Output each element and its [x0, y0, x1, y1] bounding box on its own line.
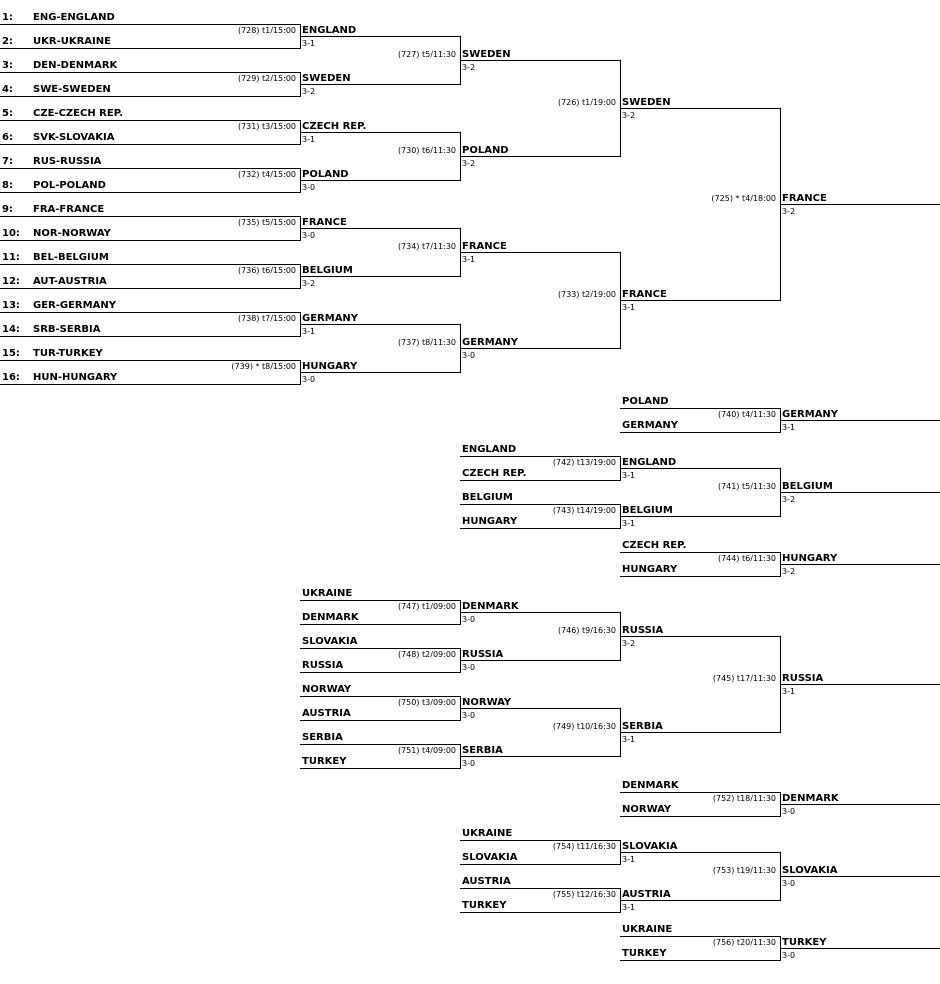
seed-team: HUN-HUNGARY [33, 372, 118, 383]
match-score: 3-0 [302, 375, 316, 384]
match-winner: BELGIUM [622, 505, 673, 516]
match-score: 3-1 [462, 255, 476, 264]
match-746 [558, 612, 780, 661]
match-score: 3-0 [302, 231, 316, 240]
match-winner: BELGIUM [302, 265, 353, 276]
match-winner: CZECH REP. [302, 121, 367, 132]
seed-team: CZE-CZECH REP. [33, 108, 124, 119]
match-738 [238, 312, 460, 337]
match-winner: SLOVAKIA [622, 841, 678, 852]
entrant-bottom: GERMANY [622, 420, 679, 431]
match-winner: RUSSIA [462, 649, 504, 660]
match-score: 3-2 [302, 87, 316, 96]
match-755 [460, 876, 780, 913]
match-info: (755) t12/16:30 [552, 890, 616, 899]
match-info: (751) t4/09:00 [397, 746, 456, 755]
entrant-top: AUSTRIA [462, 876, 511, 887]
match-info: (736) t6/15:00 [237, 266, 296, 275]
match-winner: POLAND [462, 145, 509, 156]
match-info: (731) t3/15:00 [237, 122, 296, 131]
match-score: 3-0 [462, 615, 476, 624]
match-info: (730) t6/11:30 [397, 146, 456, 155]
match-winner: AUSTRIA [622, 889, 671, 900]
match-score: 3-2 [782, 207, 796, 216]
match-score: 3-2 [622, 639, 636, 648]
seed-number: 7: [2, 156, 13, 167]
match-info: (745) t17/11:30 [712, 674, 776, 683]
seed-team: TUR-TURKEY [33, 348, 103, 359]
entrant-top: SLOVAKIA [302, 636, 358, 647]
entrant-top: UKRAINE [302, 588, 353, 599]
match-752 [620, 780, 940, 817]
match-score: 3-2 [782, 495, 796, 504]
entrant-bottom: TURKEY [462, 900, 507, 911]
entrant-top: BELGIUM [462, 492, 513, 503]
match-735 [238, 216, 460, 241]
seed-number: 8: [2, 180, 13, 191]
seed-number: 2: [2, 36, 13, 47]
seed-number: 16: [2, 372, 20, 383]
match-score: 3-2 [622, 111, 636, 120]
match-754 [460, 828, 780, 865]
seed-number: 13: [2, 300, 20, 311]
match-winner: TURKEY [782, 937, 827, 948]
match-729 [238, 72, 460, 97]
match-score: 3-0 [302, 183, 316, 192]
match-info: (740) t4/11:30 [717, 410, 776, 419]
entrant-top: DENMARK [622, 780, 679, 791]
match-winner: SLOVAKIA [782, 865, 838, 876]
match-winner: SERBIA [462, 745, 503, 756]
match-score: 3-2 [462, 63, 476, 72]
match-725 [711, 108, 940, 301]
match-info: (754) t11/16:30 [552, 842, 616, 851]
match-winner: HUNGARY [782, 553, 838, 564]
seed-number: 11: [2, 252, 20, 263]
match-749 [553, 708, 780, 757]
match-score: 3-1 [302, 135, 316, 144]
seed-team: UKR-UKRAINE [33, 36, 111, 47]
match-info: (752) t18/11:30 [712, 794, 776, 803]
match-747 [300, 588, 620, 625]
match-score: 3-0 [782, 951, 796, 960]
seed-team: AUT-AUSTRIA [33, 276, 107, 287]
match-winner: SWEDEN [622, 97, 671, 108]
match-745 [713, 636, 940, 733]
match-winner: ENGLAND [302, 25, 357, 36]
match-737 [398, 324, 620, 373]
match-winner: FRANCE [302, 217, 347, 228]
match-winner: RUSSIA [782, 673, 824, 684]
match-info: (738) t7/15:00 [237, 314, 296, 323]
entrant-bottom: AUSTRIA [302, 708, 351, 719]
match-info: (741) t5/11:30 [717, 482, 776, 491]
match-winner: FRANCE [622, 289, 667, 300]
seed-number: 3: [2, 60, 13, 71]
match-winner: FRANCE [462, 241, 507, 252]
seed-team: RUS-RUSSIA [33, 156, 102, 167]
entrant-top: ENGLAND [462, 444, 517, 455]
entrant-bottom: NORWAY [622, 804, 672, 815]
match-info: (725) * t4/18:00 [711, 194, 776, 203]
match-score: 3-2 [302, 279, 316, 288]
match-winner: FRANCE [782, 193, 827, 204]
match-info: (739) * t8/15:00 [231, 362, 296, 371]
match-734 [398, 228, 620, 277]
match-info: (750) t3/09:00 [397, 698, 456, 707]
match-info: (756) t20/11:30 [712, 938, 776, 947]
entrant-bottom: SLOVAKIA [462, 852, 518, 863]
match-score: 3-1 [622, 303, 636, 312]
match-info: (746) t9/16:30 [557, 626, 616, 635]
seed-number: 4: [2, 84, 13, 95]
match-score: 3-1 [622, 903, 636, 912]
seed-team: NOR-NORWAY [33, 228, 111, 239]
match-info: (749) t10/16:30 [552, 722, 616, 731]
match-score: 3-0 [462, 711, 476, 720]
match-winner: SWEDEN [302, 73, 351, 84]
match-753 [713, 852, 940, 901]
match-748 [300, 636, 620, 673]
entrant-bottom: TURKEY [622, 948, 667, 959]
match-741 [718, 468, 940, 517]
entrant-bottom: RUSSIA [302, 660, 344, 671]
seed-number: 10: [2, 228, 20, 239]
match-750 [300, 684, 620, 721]
match-winner: SERBIA [622, 721, 663, 732]
match-info: (726) t1/19:00 [557, 98, 616, 107]
seed-team: GER-GERMANY [33, 300, 116, 311]
seed-team: DEN-DENMARK [33, 60, 118, 71]
match-winner: ENGLAND [622, 457, 677, 468]
match-info: (737) t8/11:30 [397, 338, 456, 347]
seed-number: 6: [2, 132, 13, 143]
match-winner: DENMARK [782, 793, 839, 804]
entrant-top: UKRAINE [462, 828, 513, 839]
seed-number: 14: [2, 324, 20, 335]
entrant-bottom: DENMARK [302, 612, 359, 623]
match-733 [558, 252, 780, 349]
match-744 [620, 540, 940, 577]
entrant-bottom: CZECH REP. [462, 468, 527, 479]
entrant-top: UKRAINE [622, 924, 673, 935]
match-winner: NORWAY [462, 697, 512, 708]
match-winner: GERMANY [462, 337, 519, 348]
match-731 [238, 120, 460, 145]
match-info: (732) t4/15:00 [237, 170, 296, 179]
match-727 [398, 36, 620, 85]
seed-team: ENG-ENGLAND [33, 12, 115, 23]
seed-team: SVK-SLOVAKIA [33, 132, 115, 143]
seed-number: 9: [2, 204, 13, 215]
match-736 [238, 264, 460, 289]
match-score: 3-1 [622, 855, 636, 864]
match-score: 3-1 [622, 735, 636, 744]
match-score: 3-2 [462, 159, 476, 168]
match-score: 3-0 [782, 807, 796, 816]
match-info: (743) t14/19:00 [552, 506, 616, 515]
match-info: (742) t13/19:00 [552, 458, 616, 467]
seed-team: SWE-SWEDEN [33, 84, 111, 95]
match-728 [238, 24, 460, 49]
match-winner: POLAND [302, 169, 349, 180]
match-info: (735) t5/15:00 [237, 218, 296, 227]
seed-team: BEL-BELGIUM [33, 252, 109, 263]
match-info: (748) t2/09:00 [397, 650, 456, 659]
match-winner: HUNGARY [302, 361, 358, 372]
seed-team: SRB-SERBIA [33, 324, 101, 335]
match-score: 3-1 [782, 423, 796, 432]
match-info: (747) t1/09:00 [397, 602, 456, 611]
match-winner: DENMARK [462, 601, 519, 612]
match-751 [300, 732, 620, 769]
match-info: (753) t19/11:30 [712, 866, 776, 875]
match-739 [231, 360, 460, 385]
match-score: 3-0 [462, 351, 476, 360]
match-info: (728) t1/15:00 [237, 26, 296, 35]
match-winner: GERMANY [302, 313, 359, 324]
match-score: 3-1 [302, 39, 316, 48]
entrant-top: POLAND [622, 396, 669, 407]
match-winner: GERMANY [782, 409, 839, 420]
match-info: (733) t2/19:00 [557, 290, 616, 299]
entrant-bottom: HUNGARY [622, 564, 678, 575]
seed-number: 15: [2, 348, 20, 359]
seed-number: 1: [2, 12, 13, 23]
match-winner: BELGIUM [782, 481, 833, 492]
seed-team: FRA-FRANCE [33, 204, 105, 215]
match-732 [238, 168, 460, 193]
entrant-top: NORWAY [302, 684, 352, 695]
match-score: 3-1 [622, 471, 636, 480]
match-score: 3-1 [622, 519, 636, 528]
seed-number: 12: [2, 276, 20, 287]
match-730 [398, 132, 620, 181]
entrant-top: CZECH REP. [622, 540, 687, 551]
match-742 [460, 444, 780, 481]
match-score: 3-0 [782, 879, 796, 888]
match-info: (729) t2/15:00 [237, 74, 296, 83]
entrant-bottom: HUNGARY [462, 516, 518, 527]
match-score: 3-0 [462, 663, 476, 672]
match-winner: RUSSIA [622, 625, 664, 636]
entrant-top: SERBIA [302, 732, 343, 743]
match-info: (744) t6/11:30 [717, 554, 776, 563]
match-score: 3-1 [782, 687, 796, 696]
seed-team: POL-POLAND [33, 180, 106, 191]
match-726 [558, 60, 780, 157]
match-score: 3-2 [782, 567, 796, 576]
match-info: (734) t7/11:30 [397, 242, 456, 251]
seed-number: 5: [2, 108, 13, 119]
entrant-bottom: TURKEY [302, 756, 347, 767]
match-info: (727) t5/11:30 [397, 50, 456, 59]
match-756 [620, 924, 940, 961]
match-score: 3-0 [462, 759, 476, 768]
match-743 [460, 492, 780, 529]
match-winner: SWEDEN [462, 49, 511, 60]
match-740 [620, 396, 940, 433]
match-score: 3-1 [302, 327, 316, 336]
